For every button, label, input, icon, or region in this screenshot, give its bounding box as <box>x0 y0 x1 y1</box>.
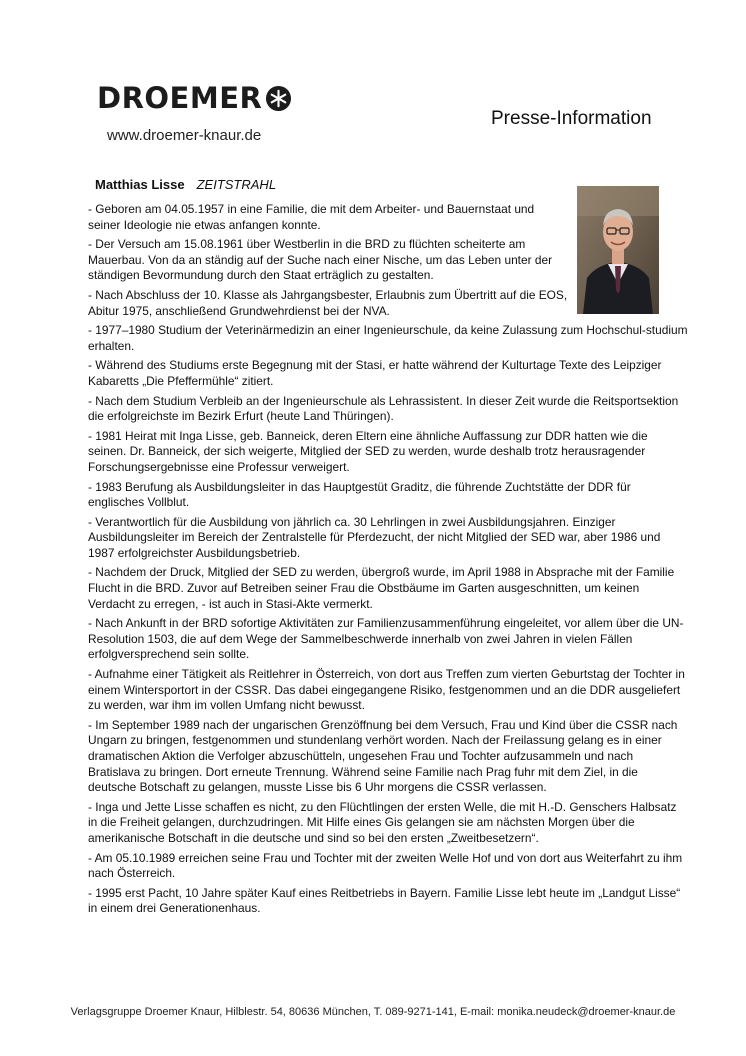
publisher-logo <box>97 81 292 115</box>
timeline <box>88 202 688 921</box>
logo-wordmark: DROEMER <box>97 81 263 115</box>
author-name: Matthias Lisse <box>95 177 185 192</box>
timeline-entry: - Der Versuch am 15.08.1961 über Westberlin in die BRD zu flüchten scheiterte am Mauerbau. Von da an ständig auf der Suche nach einer Nische, um das Leben unter der ständigen Bevormundung durch den Staat erträglich zu gestalten. <box>88 237 553 283</box>
timeline-entry: - Inga und Jette Lisse schaffen es nicht, zu den Flüchtlingen der ersten Welle, die mit H.-D. Genschers Halbsatz in die Freiheit gelangen, durchzudringen. Mit Hilfe eines Gis gelangen sie am nächsten Morgen über die amerikanische Botschaft in die deutsche und sind so bei den ersten „Zweitbesetzern“. <box>88 799 677 845</box>
page-footer: Verlagsgruppe Droemer Knaur, Hilblestr. 54, 80636 München, T. 089-9271-141, E-mail: monika.neudeck@droemer-knaur.de <box>70 1006 676 1018</box>
timeline-entry: - 1995 erst Pacht, 10 Jahre später Kauf eines Reitbetriebs in Bayern. Familie Lisse lebt heute im „Landgut Lisse“ in einem drei Generationenhaus. <box>88 885 681 916</box>
timeline-entry: - 1981 Heirat mit Inga Lisse, geb. Banneick, deren Eltern eine ähnliche Auffassung zur DDR hatten wie die seinen. Dr. Banneick, der sich weigerte, Mitglied der SED zu werden, wurde deshalb trotz herausragender Forschungsergebnisse eine Professur verweigert. <box>88 428 648 474</box>
timeline-entry: - Aufnahme einer Tätigkeit als Reitlehrer in Österreich, von dort aus Treffen zum vierten Geburtstag der Tochter in einem Wintersportort in der CSSR. Das dabei eingegangene Risiko, festgenommen und an die DDR ausgeliefert zu werden, war ihm im vollen Umfang nicht bewusst. <box>88 667 685 713</box>
timeline-entry: - Am 05.10.1989 erreichen seine Frau und Tochter mit der zweiten Welle Hof und von dort aus Weiterfahrt zu ihm nach Österreich. <box>88 850 683 881</box>
star-badge-icon <box>265 85 292 112</box>
timeline-entry: - Im September 1989 nach der ungarischen Grenzöffnung bei dem Versuch, Frau und Kind über die CSSR nach Ungarn zu bringen, festgenommen und stundenlang verhört worden. Nach der Freilassung gelang es in einer dramatischen Aktion die Verfolger abzuschütteln, ungesehen Frau und Tochter aufzusammeln und nach Bratislava zu bringen. Dort erneute Trennung. Während seine Familie nach Prag fuhr mit dem Ziel, in die deutsche Botschaft zu gelangen, musste Lisse bis 6 Uhr morgens die CSSR verlassen. <box>88 717 678 795</box>
timeline-entry: - 1977–1980 Studium der Veterinärmedizin an einer Ingenieurschule, da keine Zulassung zum Hochschul-studium erhalten. <box>88 323 688 353</box>
timeline-entry: - Nach Ankunft in der BRD sofortige Aktivitäten zur Familienzusammenführung eingeleitet, vor allem über die UN-Resolution 1503, die auf dem Wege der Sammelbeschwerde innerhalb von zwei Jahren in vielen Fällen erfolgversprechend sein sollte. <box>88 616 684 662</box>
document-type-heading: Presse-Information <box>491 108 652 129</box>
timeline-entry: - Während des Studiums erste Begegnung mit der Stasi, er hatte während der Kulturtage Texte des Leipziger Kabaretts „Die Pfeffermühle“ zitiert. <box>88 358 662 388</box>
timeline-entry: - Nachdem der Druck, Mitglied der SED zu werden, übergroß wurde, im April 1988 in Absprache mit der Familie Flucht in die BRD. Zuvor auf Betreiben seiner Frau die Obstbäume im Garten ausgeschnitten, um keinen Verdacht zu erregen, - ist auch in Stasi-Akte vermerkt. <box>88 565 675 611</box>
timeline-entry: - Nach Abschluss der 10. Klasse als Jahrgangsbester, Erlaubnis zum Übertritt auf die EOS, Abitur 1975, anschließend Grundwehrdienst bei der NVA. <box>88 287 568 318</box>
timeline-entry: - Geboren am 04.05.1957 in eine Familie, die mit dem Arbeiter- und Bauernstaat und seiner Ideologie nie etwas anfangen konnte. <box>88 202 535 232</box>
publisher-url: www.droemer-knaur.de <box>107 127 262 144</box>
timeline-entry: - 1983 Berufung als Ausbildungsleiter in das Hauptgestüt Graditz, die führende Zuchtstätte der DDR für englisches Vollblut. <box>88 479 631 510</box>
title-line <box>95 177 276 192</box>
timeline-entry: - Verantwortlich für die Ausbildung von jährlich ca. 30 Lehrlingen in zwei Ausbildungsjahren. Einziger Ausbildungsleiter im Bereich der Zentralstelle für Pferdezucht, der nicht Mitglied der SED war, aber 1986 und 1987 erfolgreichster Ausbildungsbetrieb. <box>88 514 661 560</box>
timeline-entry: - Nach dem Studium Verbleib an der Ingenieurschule als Lehrassistent. In dieser Zeit wurde die Reitsportsektion die erfolgreichste im Bezirk Erfurt (heute Land Thüringen). <box>88 393 679 424</box>
work-title: ZEITSTRAHL <box>196 177 277 192</box>
